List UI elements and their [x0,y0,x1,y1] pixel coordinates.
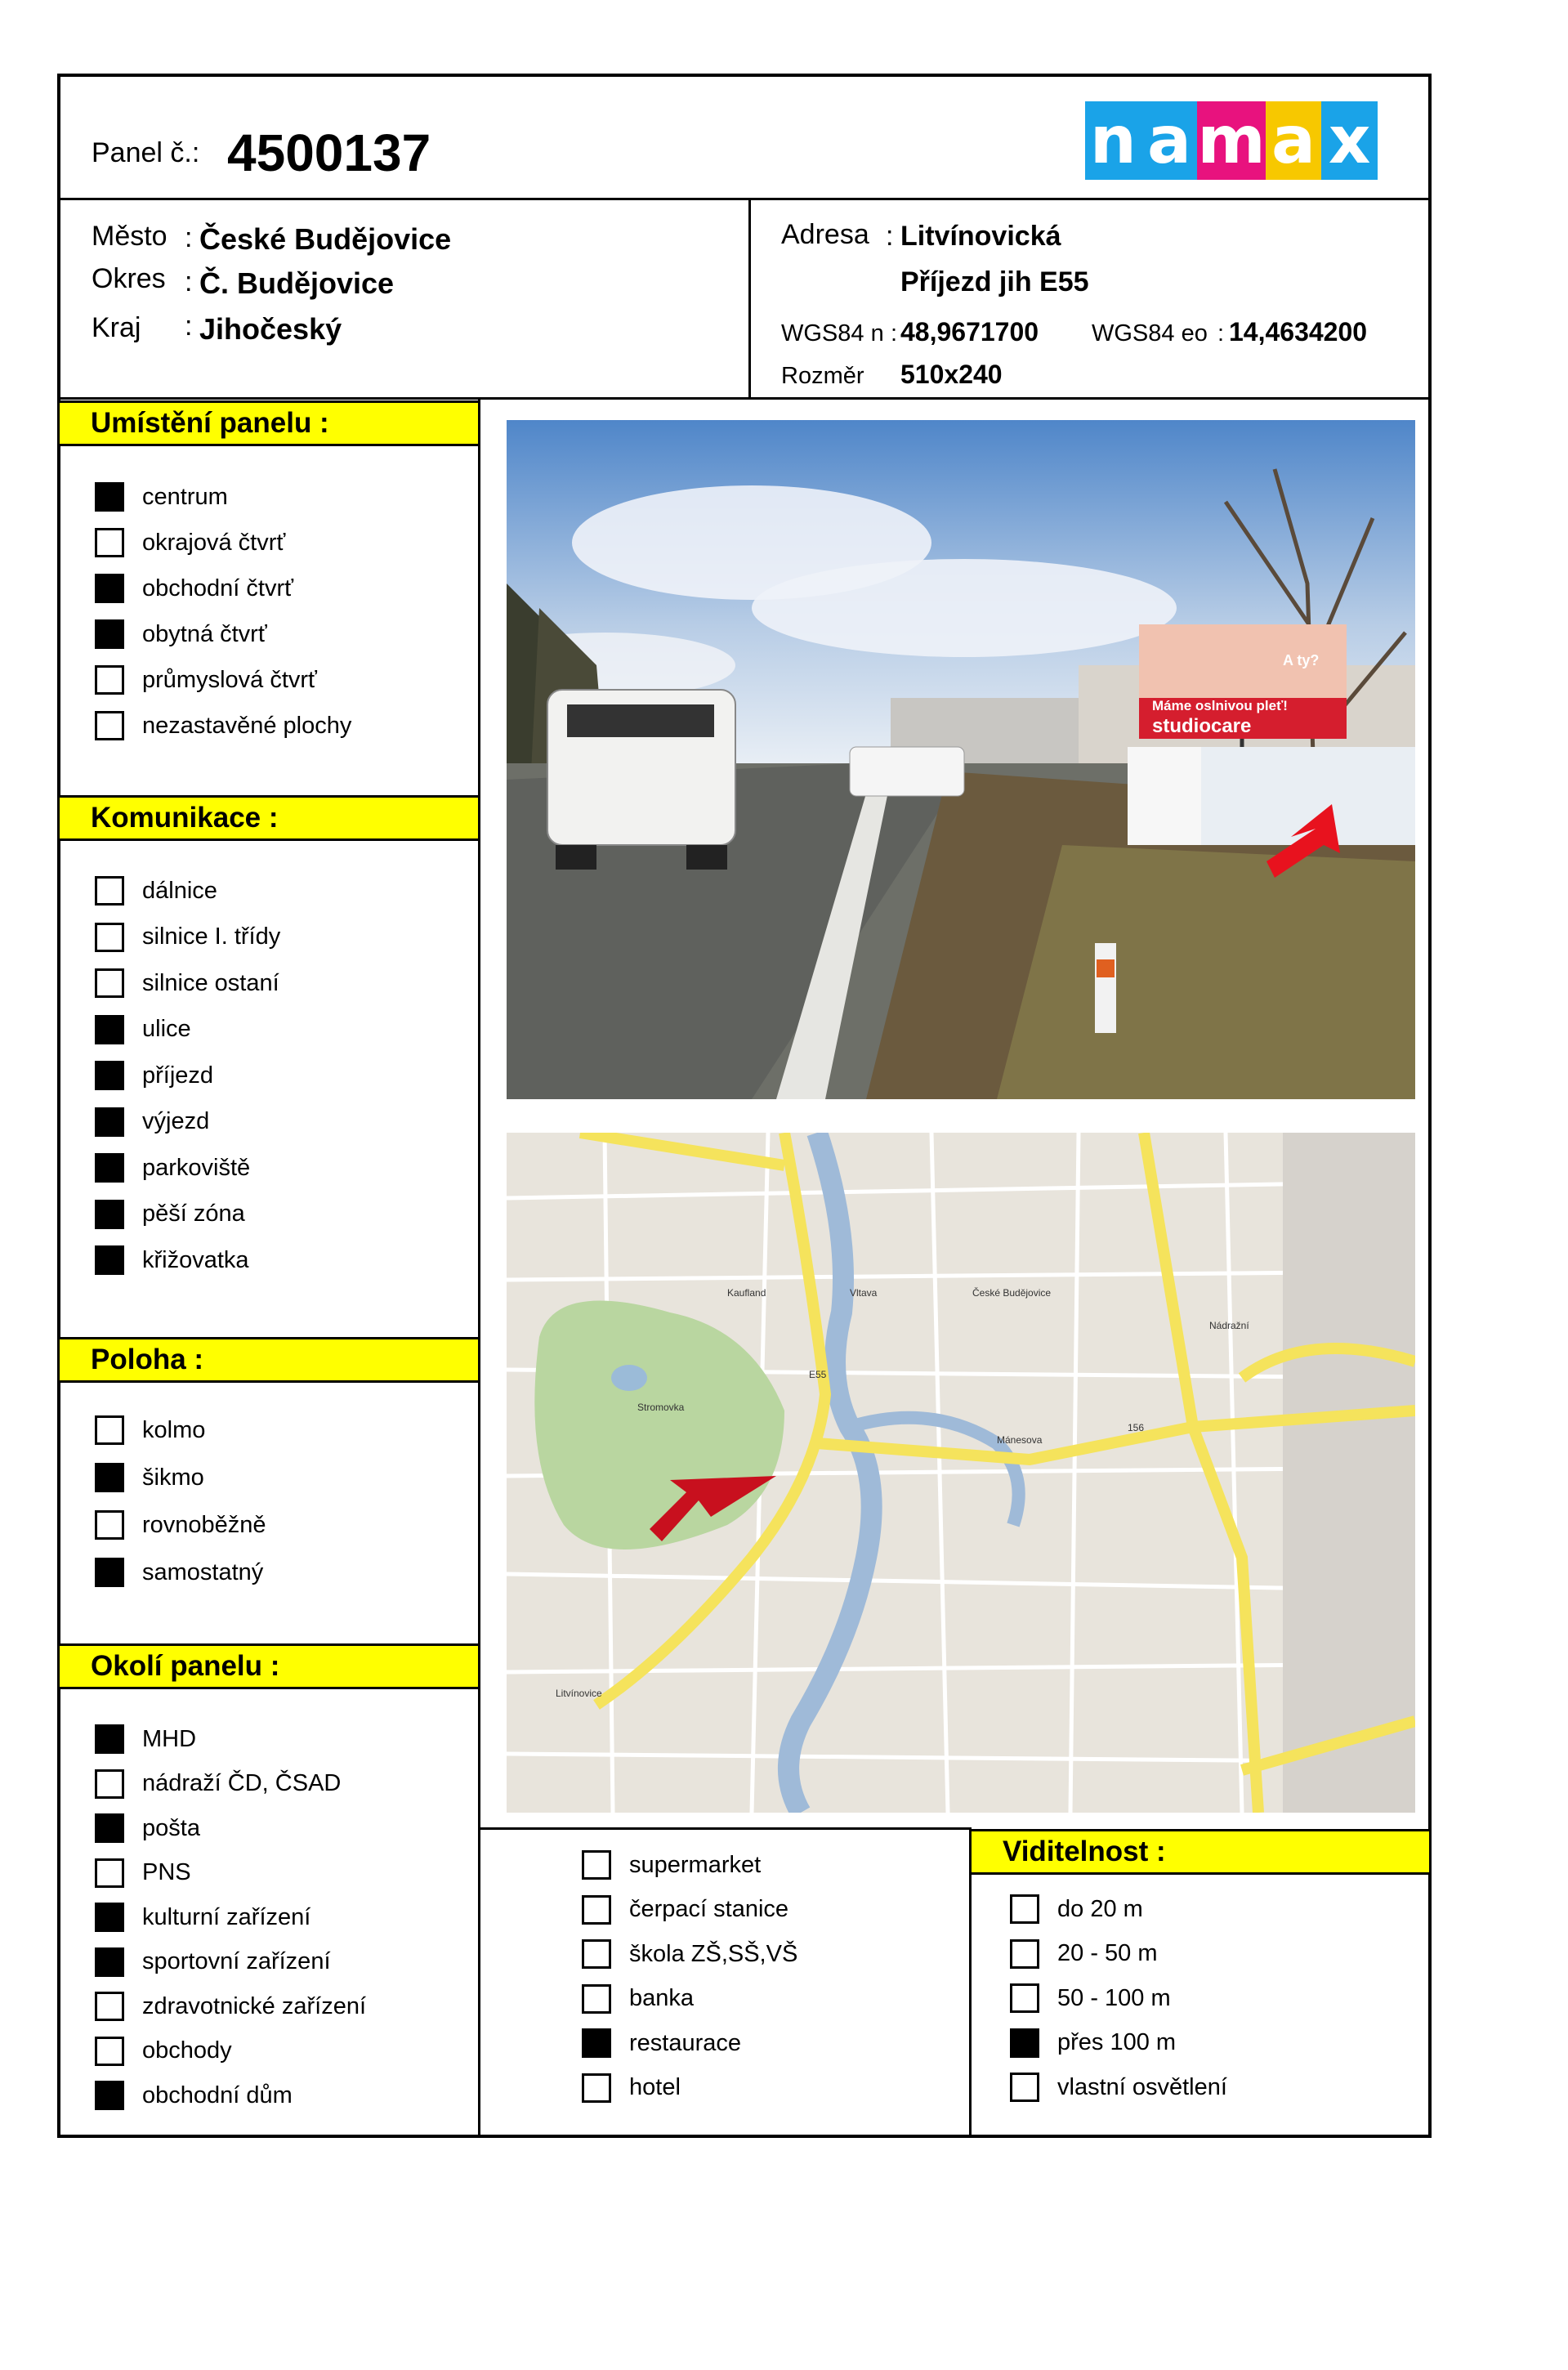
checkbox-checked[interactable] [95,1245,124,1275]
checkbox-checked[interactable] [95,1463,124,1492]
checkbox-unchecked[interactable] [95,1510,124,1540]
adresa-line2: Příjezd jih E55 [900,266,1089,297]
checkbox-checked[interactable] [95,1724,124,1754]
checkbox-unchecked[interactable] [582,1939,611,1969]
logo-letter: x [1321,101,1378,180]
adresa-line1: Litvínovická [900,221,1061,252]
checkbox-row [95,876,217,906]
checkbox-row [95,1107,209,1137]
okres-value: Č. Budějovice [199,266,395,300]
checkbox-label: zdravotnické zařízení [142,1992,367,2019]
checkbox-checked[interactable] [95,1107,124,1137]
checkbox-label: restaurace [629,2029,742,2056]
billboard-photo [507,420,1415,1099]
checkbox-checked[interactable] [95,482,124,512]
mesto-value: České Budějovice [199,222,452,256]
checkbox-row [95,1992,366,2021]
checkbox-row [95,711,351,740]
checkbox-row [95,1947,331,1977]
checkbox-row [95,1903,310,1932]
section-umisteni: Umístění panelu : [57,400,480,446]
checkbox-checked[interactable] [95,574,124,603]
checkbox-checked[interactable] [95,1200,124,1229]
checkbox-row [95,1245,249,1275]
kraj-label: Kraj [92,312,141,343]
checkbox-row [1010,1939,1158,1969]
location-map-svg [507,1133,1415,1813]
section-okoli: Okolí panelu : [57,1643,480,1689]
checkbox-label: samostatný [142,1558,264,1585]
checkbox-row [1010,2073,1227,2102]
checkbox-label: 50 - 100 m [1057,1984,1171,2011]
colon: : [185,311,193,342]
checkbox-row [582,1939,797,1969]
checkbox-unchecked[interactable] [95,1769,124,1799]
checkbox-checked[interactable] [95,1813,124,1843]
checkbox-unchecked[interactable] [95,2037,124,2066]
checkbox-unchecked[interactable] [95,1415,124,1445]
checkbox-row [95,1558,263,1587]
checkbox-row [582,2028,741,2058]
checkbox-label: silnice I. třídy [142,923,281,950]
colon: : [1217,320,1225,347]
billboard-text-2: A ty? [1283,652,1320,669]
panel-label: Panel č.: [92,137,200,168]
section-poloha: Poloha : [57,1337,480,1383]
checkbox-label: nádraží ČD, ČSAD [142,1770,342,1796]
wgs-n-value: 48,9671700 [900,317,1039,347]
checkbox-label: parkoviště [142,1154,251,1181]
adresa-label: Adresa [781,219,869,250]
rozmer-value: 510x240 [900,360,1003,389]
logo-letter: a [1266,101,1322,180]
checkbox-label: silnice ostaní [142,969,279,996]
kraj-value: Jihočeský [199,312,342,346]
checkbox-row [95,2081,293,2110]
checkbox-row [95,1015,191,1044]
map-label: České Budějovice [972,1287,1052,1299]
checkbox-label: škola ZŠ,SŠ,VŠ [629,1940,798,1967]
checkbox-checked[interactable] [95,1947,124,1977]
checkbox-label: centrum [142,483,228,510]
checkbox-label: výjezd [142,1108,210,1134]
checkbox-label: do 20 m [1057,1895,1143,1922]
namax-logo [1085,101,1378,180]
checkbox-checked[interactable] [582,2028,611,2058]
checkbox-checked[interactable] [95,1061,124,1090]
checkbox-label: nezastavěné plochy [142,712,352,739]
checkbox-label: MHD [142,1725,197,1752]
checkbox-unchecked[interactable] [95,528,124,557]
wgs-n-label: WGS84 n [781,320,884,347]
checkbox-checked[interactable] [95,1153,124,1183]
billboard-text-1: Máme oslnivou pleť! [1152,698,1288,713]
checkbox-row [95,923,280,952]
checkbox-row [95,1153,250,1183]
logo-letter: n [1085,101,1141,180]
checkbox-unchecked[interactable] [1010,1939,1039,1969]
divider [478,1827,971,1830]
colon: : [185,222,193,253]
checkbox-checked[interactable] [95,1558,124,1587]
checkbox-checked[interactable] [95,1903,124,1932]
checkbox-row [95,968,279,998]
checkbox-row [95,1061,213,1090]
checkbox-checked[interactable] [1010,2028,1039,2058]
checkbox-row [95,1724,196,1754]
divider [478,397,480,2138]
colon: : [891,320,898,347]
divider [57,198,1432,200]
checkbox-row [582,1850,761,1880]
map-label: Mánesova [997,1434,1043,1446]
checkbox-label: hotel [629,2074,681,2100]
checkbox-row [1010,1983,1171,2013]
mesto-label: Město [92,221,168,252]
checkbox-label: čerpací stanice [629,1896,789,1922]
map-label: Nádražní [1209,1320,1249,1331]
map-label: 156 [1128,1422,1145,1433]
checkbox-unchecked[interactable] [95,923,124,952]
checkbox-label: pošta [142,1814,200,1841]
checkbox-row [95,1769,341,1799]
checkbox-unchecked[interactable] [582,2073,611,2103]
checkbox-row [95,1858,191,1888]
checkbox-unchecked[interactable] [1010,1894,1039,1924]
logo-letter: m [1197,102,1266,178]
checkbox-row [95,1510,266,1540]
checkbox-label: obytná čtvrť [142,620,267,647]
checkbox-label: obchodní dům [142,2082,293,2108]
wgs-eo-label: WGS84 eo [1092,320,1208,347]
divider [969,1827,972,2138]
checkbox-row [95,619,267,649]
checkbox-row [1010,2028,1176,2058]
checkbox-checked[interactable] [95,2081,124,2110]
checkbox-checked[interactable] [95,619,124,649]
checkbox-row [95,528,285,557]
checkbox-row [582,1895,788,1925]
map-label: E55 [809,1369,827,1380]
checkbox-checked[interactable] [95,1015,124,1044]
checkbox-label: dálnice [142,877,217,904]
checkbox-label: příjezd [142,1062,214,1089]
map-label: Kaufland [727,1287,766,1299]
checkbox-unchecked[interactable] [582,1850,611,1880]
checkbox-unchecked[interactable] [582,1984,611,2014]
checkbox-label: kulturní zařízení [142,1903,311,1930]
checkbox-unchecked[interactable] [582,1895,611,1925]
checkbox-label: průmyslová čtvrť [142,666,317,693]
section-viditelnost: Viditelnost : [969,1829,1432,1875]
checkbox-row [95,665,317,695]
checkbox-label: okrajová čtvrť [142,529,286,556]
map-label: Stromovka [637,1402,685,1413]
checkbox-label: supermarket [629,1851,762,1878]
panel-number: 4500137 [227,123,431,182]
checkbox-row [95,1463,204,1492]
map-label: Vltava [850,1287,878,1299]
checkbox-label: banka [629,1985,695,2011]
checkbox-label: sportovní zařízení [142,1948,331,1974]
checkbox-label: rovnoběžně [142,1511,266,1538]
checkbox-label: 20 - 50 m [1057,1940,1158,1966]
checkbox-unchecked[interactable] [95,1858,124,1888]
divider [57,397,1432,400]
checkbox-unchecked[interactable] [95,876,124,906]
checkbox-label: pěší zóna [142,1201,245,1227]
billboard-brand: studiocare [1152,715,1252,737]
section-komunikace: Komunikace : [57,795,480,841]
checkbox-row [582,1984,694,2014]
checkbox-label: obchody [142,2037,232,2064]
checkbox-row [95,1813,200,1843]
checkbox-unchecked[interactable] [1010,2073,1039,2102]
checkbox-unchecked[interactable] [95,665,124,695]
checkbox-row [1010,1894,1143,1924]
checkbox-label: vlastní osvětlení [1057,2073,1227,2100]
checkbox-label: křižovatka [142,1246,249,1273]
checkbox-label: obchodní čtvrť [142,575,293,601]
location-map [507,1133,1415,1813]
colon: : [185,266,193,297]
divider [748,198,751,399]
logo-letter: a [1141,101,1198,180]
checkbox-row [95,482,228,512]
checkbox-row [95,1415,205,1445]
okres-label: Okres [92,263,166,294]
rozmer-label: Rozměr [781,363,864,389]
checkbox-label: ulice [142,1016,191,1042]
checkbox-unchecked[interactable] [95,968,124,998]
checkbox-row [95,574,293,603]
checkbox-label: kolmo [142,1416,206,1443]
checkbox-label: PNS [142,1859,191,1885]
billboard-photo-svg [507,420,1415,1099]
checkbox-unchecked[interactable] [95,711,124,740]
checkbox-row [95,2037,232,2066]
map-label: Litvínovice [556,1688,602,1699]
checkbox-row [582,2073,681,2103]
checkbox-unchecked[interactable] [95,1992,124,2021]
checkbox-unchecked[interactable] [1010,1983,1039,2013]
checkbox-label: přes 100 m [1057,2029,1177,2055]
checkbox-label: šikmo [142,1464,204,1491]
wgs-eo-value: 14,4634200 [1229,317,1368,347]
checkbox-row [95,1200,245,1229]
colon: : [886,221,894,252]
